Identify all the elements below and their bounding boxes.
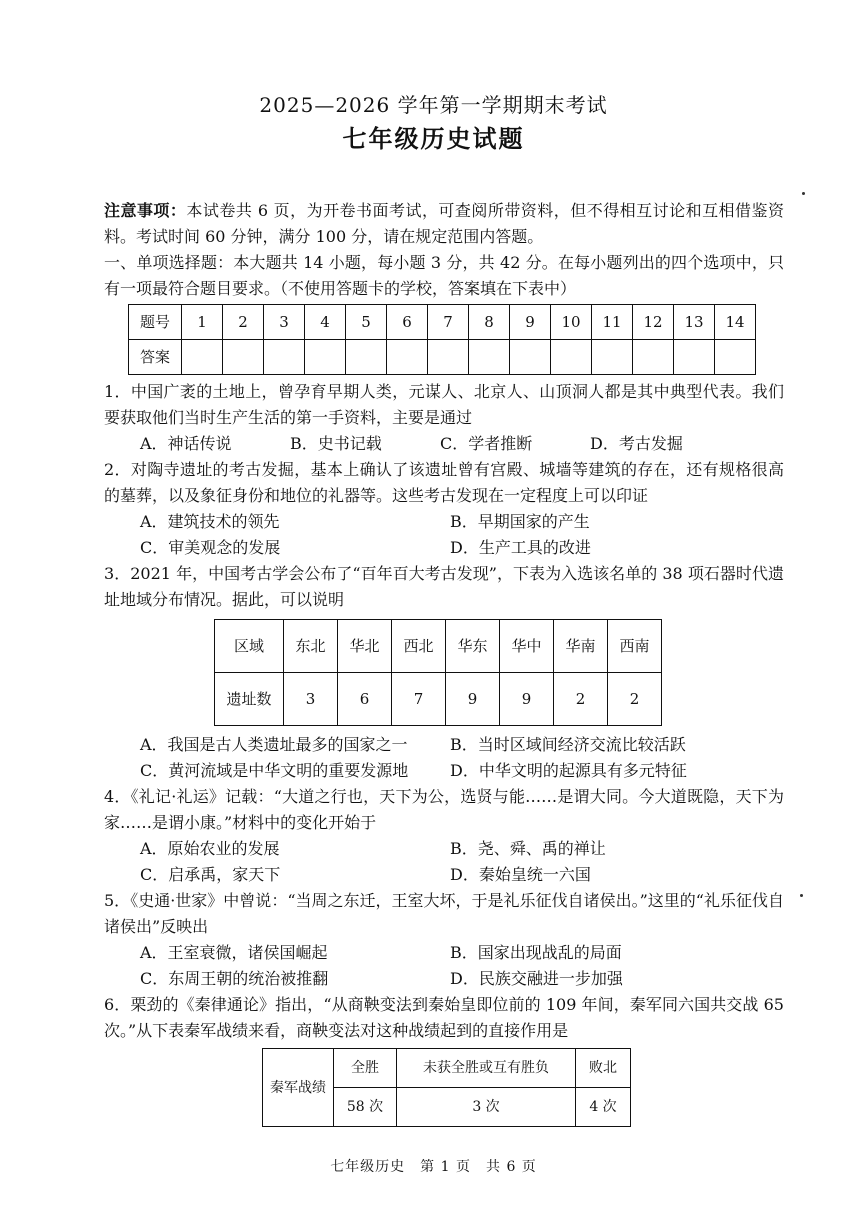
question-5-option-c[interactable]: C．东周王朝的统治被推翻 xyxy=(140,969,329,988)
section1-intro: 一、单项选择题：本大题共 14 小题，每小题 3 分，共 42 分。在每小题列出的四个选项中，只有一项最符合题目要求。（不使用答题卡的学校，答案填在下表中） xyxy=(104,253,784,298)
question-2-option-d[interactable]: D．生产工具的改进 xyxy=(450,538,591,557)
site-table-region: 西南 xyxy=(608,620,662,673)
site-table-count: 2 xyxy=(608,673,662,726)
question-3-option-c[interactable]: C．黄河流域是中华文明的重要发源地 xyxy=(140,761,409,780)
scan-speck xyxy=(802,192,805,195)
war-table-col-mixed: 未获全胜或互有胜负 xyxy=(397,1049,576,1088)
answer-cell[interactable] xyxy=(674,340,715,375)
site-table-region: 东北 xyxy=(284,620,338,673)
site-table-count: 3 xyxy=(284,673,338,726)
question-1-option-b[interactable]: B．史书记载 xyxy=(290,434,382,453)
question-1-option-a[interactable]: A．神话传说 xyxy=(140,434,232,453)
site-table-count: 9 xyxy=(500,673,554,726)
answer-table-number: 10 xyxy=(551,305,592,340)
answer-cell[interactable] xyxy=(305,340,346,375)
question-2-options-row2 xyxy=(104,535,784,561)
answer-table-number: 1 xyxy=(182,305,223,340)
site-table-count-row xyxy=(215,673,662,726)
question-2-option-b[interactable]: B．早期国家的产生 xyxy=(450,512,590,531)
answer-table-row-answers xyxy=(129,340,756,375)
question-2-stem: 2．对陶寺遗址的考古发掘，基本上确认了该遗址曾有宫殿、城墙等建筑的存在，还有规格很高的墓葬，以及象征身份和地位的礼器等。这些考古发现在一定程度上可以印证 xyxy=(104,460,784,505)
answer-table-number: 13 xyxy=(674,305,715,340)
notice xyxy=(104,198,784,250)
question-2-option-c[interactable]: C．审美观念的发展 xyxy=(140,538,281,557)
question-3-option-a[interactable]: A．我国是古人类遗址最多的国家之一 xyxy=(140,735,408,754)
war-table-val-mixed: 3 次 xyxy=(397,1088,576,1127)
question-5-options-row2 xyxy=(104,966,784,992)
question-3-options xyxy=(104,732,784,758)
question-5-stem: 5．《史通·世家》中曾说：“当周之东迁，王室大坏，于是礼乐征伐自诸侯出。”这里的“礼乐征伐自诸侯出”反映出 xyxy=(104,891,784,936)
site-table-header-row xyxy=(215,620,662,673)
question-2-options xyxy=(104,509,784,535)
answer-cell[interactable] xyxy=(346,340,387,375)
exam-title: 2025—2026 学年第一学期期末考试 xyxy=(259,93,608,117)
site-table-region: 华北 xyxy=(338,620,392,673)
qin-army-record-table xyxy=(262,1048,631,1127)
site-table-region: 华南 xyxy=(554,620,608,673)
question-3-options-row2 xyxy=(104,758,784,784)
question-1-options xyxy=(104,431,784,457)
answer-table-number: 14 xyxy=(715,305,756,340)
answer-table-number: 4 xyxy=(305,305,346,340)
site-table-region: 西北 xyxy=(392,620,446,673)
answer-table xyxy=(128,304,756,375)
question-5-option-a[interactable]: A．王室衰微，诸侯国崛起 xyxy=(140,943,328,962)
answer-cell[interactable] xyxy=(223,340,264,375)
answer-table-number: 3 xyxy=(264,305,305,340)
answer-table-row-numbers xyxy=(129,305,756,340)
answer-table-number: 6 xyxy=(387,305,428,340)
answer-table-number: 5 xyxy=(346,305,387,340)
answer-table-number: 7 xyxy=(428,305,469,340)
war-table-col-win: 全胜 xyxy=(334,1049,397,1088)
war-table-row-label: 秦军战绩 xyxy=(263,1049,334,1127)
answer-table-label: 答案 xyxy=(129,340,182,375)
answer-table-number: 9 xyxy=(510,305,551,340)
question-5-options xyxy=(104,940,784,966)
site-table-count: 6 xyxy=(338,673,392,726)
answer-cell[interactable] xyxy=(551,340,592,375)
notice-label: 注意事项： xyxy=(104,201,187,220)
answer-cell[interactable] xyxy=(510,340,551,375)
answer-table-number: 12 xyxy=(633,305,674,340)
answer-table-number: 8 xyxy=(469,305,510,340)
question-4-option-b[interactable]: B．尧、舜、禹的禅让 xyxy=(450,839,606,858)
question-5-option-d[interactable]: D．民族交融进一步加强 xyxy=(450,969,623,988)
page-footer: 七年级历史 第 1 页 共 6 页 xyxy=(330,1159,537,1175)
war-table-val-lose: 4 次 xyxy=(576,1088,631,1127)
site-table-count-label: 遗址数 xyxy=(215,673,284,726)
question-4-option-c[interactable]: C．启承禹，家天下 xyxy=(140,865,281,884)
site-table-region: 华东 xyxy=(446,620,500,673)
scan-speck xyxy=(800,894,803,897)
war-table-header-row xyxy=(263,1049,631,1088)
question-1-option-d[interactable]: D．考古发掘 xyxy=(590,434,683,453)
answer-cell[interactable] xyxy=(469,340,510,375)
answer-cell[interactable] xyxy=(387,340,428,375)
answer-cell[interactable] xyxy=(715,340,756,375)
question-1-stem: 1．中国广袤的土地上，曾孕育早期人类，元谋人、北京人、山顶洞人都是其中典型代表。我们要获取他们当时生产生活的第一手资料，主要是通过 xyxy=(104,382,784,427)
answer-table-number: 11 xyxy=(592,305,633,340)
site-table-head: 区域 xyxy=(215,620,284,673)
question-5-option-b[interactable]: B．国家出现战乱的局面 xyxy=(450,943,622,962)
question-4-option-d[interactable]: D．秦始皇统一六国 xyxy=(450,865,591,884)
war-table-col-lose: 败北 xyxy=(576,1049,631,1088)
question-3-stem: 3．2021 年，中国考古学会公布了“百年百大考古发现”，下表为入选该名单的 38 项石器时代遗址地域分布情况。据此，可以说明 xyxy=(104,564,784,609)
war-table-val-win: 58 次 xyxy=(334,1088,397,1127)
question-4-stem: 4．《礼记·礼运》记载：“大道之行也，天下为公，选贤与能……是谓大同。今大道既隐，天下为家……是谓小康。”材料中的变化开始于 xyxy=(104,787,784,832)
exam-subject-title: 七年级历史试题 xyxy=(342,124,525,153)
site-table-count: 9 xyxy=(446,673,500,726)
question-1-option-c[interactable]: C．学者推断 xyxy=(440,434,533,453)
question-3-option-b[interactable]: B．当时区域间经济交流比较活跃 xyxy=(450,735,686,754)
answer-cell[interactable] xyxy=(592,340,633,375)
answer-table-number: 2 xyxy=(223,305,264,340)
answer-cell[interactable] xyxy=(428,340,469,375)
site-table-count: 7 xyxy=(392,673,446,726)
question-4-option-a[interactable]: A．原始农业的发展 xyxy=(140,839,280,858)
answer-cell[interactable] xyxy=(182,340,223,375)
site-distribution-table xyxy=(214,619,662,726)
exam-content xyxy=(104,198,784,1127)
answer-cell[interactable] xyxy=(264,340,305,375)
answer-table-label: 题号 xyxy=(129,305,182,340)
site-table-region: 华中 xyxy=(500,620,554,673)
notice-text: 本试卷共 6 页，为开卷书面考试，可查阅所带资料，但不得相互讨论和互相借鉴资料。考试时间 60 分钟，满分 100 分，请在规定范围内答题。 xyxy=(104,201,784,246)
answer-cell[interactable] xyxy=(633,340,674,375)
question-4-options xyxy=(104,836,784,862)
question-3-option-d[interactable]: D．中华文明的起源具有多元特征 xyxy=(450,761,687,780)
site-table-count: 2 xyxy=(554,673,608,726)
question-4-options-row2 xyxy=(104,862,784,888)
question-2-option-a[interactable]: A．建筑技术的领先 xyxy=(140,512,280,531)
question-6-stem: 6．栗劲的《秦律通论》指出，“从商鞅变法到秦始皇即位前的 109 年间，秦军同六国共交战 65 次。”从下表秦军战绩来看，商鞅变法对这种战绩起到的直接作用是 xyxy=(104,995,784,1040)
